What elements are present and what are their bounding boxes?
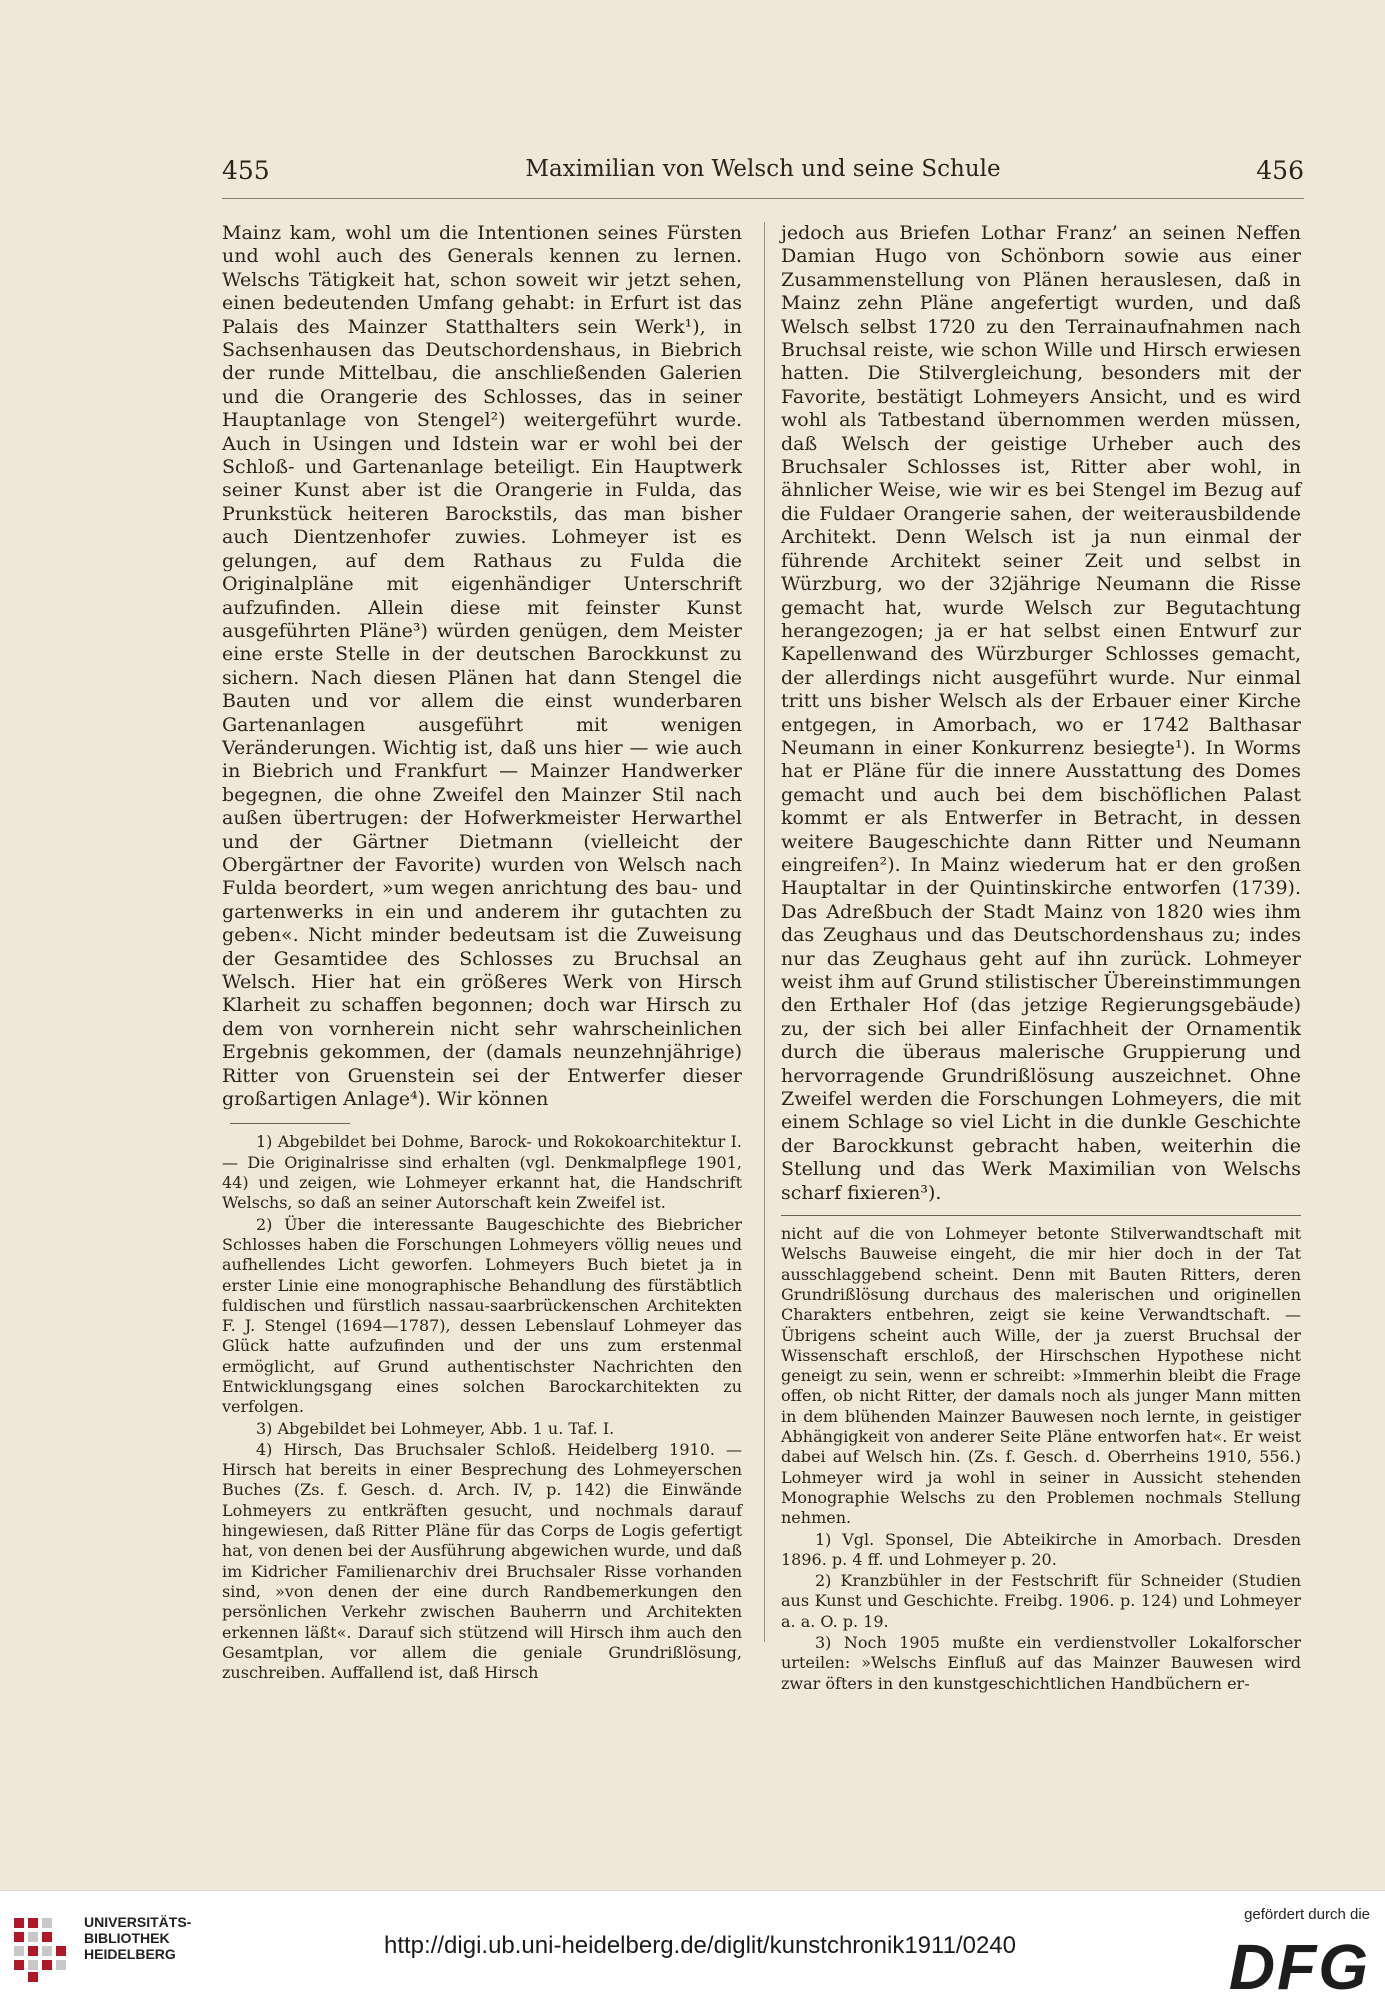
header-rule bbox=[222, 198, 1304, 199]
footnote: 3) Abgebildet bei Lohmeyer, Abb. 1 u. Taf. I. bbox=[256, 1418, 615, 1438]
page-number-right: 456 bbox=[1256, 156, 1304, 185]
footnote-continuation: nicht auf die von Lohmeyer betonte Stilverwandtschaft mit Welschs Bauweise eingeht, die mir hier doch in der Tat ausschlaggebend scheint. Denn mit Bauten Ritters, deren Grundrißlösung durchaus des malerischen und originellen Charakters entbehren, zeigt sie keine Verwandtschaft. — Übrigens scheint auch Wille, der ja zuerst Bruchsal der Wissenschaft erschloß, der Hirschschen Hypothese nicht geneigt zu sein, wenn er schreibt: »Immerhin bleibt die Frage offen, ob nicht Ritter, der damals noch als junger Mann mitten in dem blühenden Mainzer Bauwesen noch lernte, in geistiger Abhängigkeit von anderer Seite Pläne entworfen hat«. Er weist dabei auf Welsch hin. (Zs. f. Gesch. d. Oberrheins 1910, 556.) Lohmeyer wird ja wohl in seiner in Aussicht stehenden Monographie Welschs zu den Problemen nochmals Stellung nehmen. bbox=[781, 1224, 1301, 1528]
footnote: 1) Vgl. Sponsel, Die Abteikirche in Amorbach. Dresden 1896. p. 4 ff. und Lohmeyer p. 20. bbox=[781, 1529, 1301, 1569]
dfg-logo: DFG bbox=[1228, 1931, 1370, 2003]
left-column bbox=[222, 222, 742, 1683]
funded-by-text: gefördert durch die bbox=[1244, 1906, 1370, 1923]
page-number-left: 455 bbox=[222, 156, 270, 185]
footnote: 3) Noch 1905 mußte ein verdienstvoller Lokalforscher urteilen: »Welschs Einfluß auf das Mainzer Bauwesen wird zwar öfters in den kunstgeschichtlichen Handbüchern er- bbox=[781, 1633, 1301, 1693]
library-branding bbox=[10, 1904, 270, 1994]
footnote-rule bbox=[781, 1215, 1301, 1216]
left-main-text: Mainz kam, wohl um die Intentionen seines Fürsten und wohl auch des Generals kennen zu lernen. Welschs Tätigkeit hat, schon soweit wir jetzt sehen, einen bedeutenden Umfang gehabt: in Erfurt ist das Palais des Mainzer Statthalters sein Werk¹), in Sachsenhausen das Deutschordenshaus, in Biebrich der runde Mittelbau, die anschließenden Galerien und die Orangerie des Schlosses, das in seiner Hauptanlage von Stengel²) weitergeführt wurde. Auch in Usingen und Idstein war er wohl bei der Schloß- und Gartenanlage beteiligt. Ein Hauptwerk seiner Kunst aber ist die Orangerie in Fulda, das Prunkstück heiteren Barockstils, das man bisher auch Dientzenhofer zuwies. Lohmeyer ist es gelungen, auf dem Rathaus zu Fulda die Originalpläne mit eigenhändiger Unterschrift aufzufinden. Allein diese mit feinster Kunst ausgeführten Pläne³) würden genügen, dem Meister eine erste Stelle in der deutschen Barockkunst zu sichern. Nach diesen Plänen hat dann Stengel die Bauten und vor allem die einst wunderbaren Gartenanlagen ausgeführt mit wenigen Veränderungen. Wichtig ist, daß uns hier — wie auch in Biebrich und Frankfurt — Mainzer Handwerker begegnen, die ohne Zweifel den Mainzer Stil nach außen übertrugen: der Hofwerkmeister Herwarthel und der Gärtner Dietmann (vielleicht der Obergärtner der Favorite) wurden von Welsch nach Fulda beordert, »um wegen anrichtung des bau- und gartenwerks in ein und anderem ihr gutachten zu geben«. Nicht minder bedeutsam ist die Zuweisung der Gesamtidee des Schlosses zu Bruchsal an Welsch. Hier hat ein größeres Werk von Hirsch Klarheit zu schaffen begonnen; doch war Hirsch zu dem von vornherein nicht sehr wahrscheinlichen Ergebnis gekommen, der (damals neunzehnjährige) Ritter von Gruenstein sei der Entwerfer dieser großartigen Anlage⁴). Wir können bbox=[222, 222, 742, 1111]
source-url-link[interactable]: http://digi.ub.uni-heidelberg.de/diglit/kunstchronik1911/0240 bbox=[384, 1932, 1016, 1959]
right-column bbox=[781, 222, 1301, 1694]
column-divider bbox=[764, 222, 765, 1642]
footnote-rule bbox=[230, 1123, 350, 1124]
footnote: 2) Kranzbühler in der Festschrift für Schneider (Studien aus Kunst und Geschichte. Freibg. 1906. p. 124) und Lohmeyer a. a. O. p. 19. bbox=[781, 1571, 1301, 1631]
right-main-text: jedoch aus Briefen Lothar Franz’ an seinen Neffen Damian Hugo von Schönborn sowie aus einer Zusammenstellung von Plänen herauslesen, daß in Mainz zehn Pläne angefertigt wurden, und daß Welsch selbst 1720 zu den Terrainaufnahmen nach Bruchsal reiste, wie schon Wille und Hirsch erwiesen hatten. Die Stilvergleichung, besonders mit der Favorite, bestätigt Lohmeyers Ansicht, und es wird wohl als Tatbestand übernommen werden müssen, daß Welsch der geistige Urheber auch des Bruchsaler Schlosses ist, Ritter aber wohl, in ähnlicher Weise, wie wir es bei Stengel im Bezug auf die Fuldaer Orangerie sahen, der weiterausbildende Architekt. Denn Welsch ist ja nun einmal der führende Architekt seiner Zeit und selbst in Würzburg, wo der 32jährige Neumann die Risse gemacht hat, wurde Welsch zur Begutachtung herangezogen; ja er hat selbst einen Entwurf zur Kapellenwand des Würzburger Schlosses gemacht, der allerdings nicht ausgeführt wurde. Nur einmal tritt uns bisher Welsch als der Erbauer einer Kirche entgegen, in Amorbach, wo er 1742 Balthasar Neumann in einer Konkurrenz besiegte¹). In Worms hat er Pläne für die innere Ausstattung des Domes gemacht und auch bei dem bischöflichen Palast kommt er als Entwerfer in Betracht, in dessen weitere Baugeschichte dann Ritter und Neumann eingreifen²). In Mainz wiederum hat er den großen Hauptaltar in der Quintinskirche entworfen (1739). Das Adreßbuch der Stadt Mainz von 1820 wies ihm das Zeughaus und das Deutschordenshaus zu; indes nur das Zeughaus geht auf ihn zurück. Lohmeyer weist ihm auf Grund stilistischer Übereinstimmungen den Erthaler Hof (das jetzige Regierungsgebäude) zu, der sich bei aller Einfachheit der Ornamentik durch die überaus malerische Gruppierung und hervorragende Grundrißlösung auszeichnet. Ohne Zweifel werden die Forschungen Lohmeyers, die mit einem Schlage so viel Licht in die dunkle Geschichte der Barockkunst gebracht haben, weiterhin die Stellung und das Werk Maximilian von Welschs scharf fixieren³). bbox=[781, 222, 1301, 1204]
library-name: UNIVERSITÄTS- BIBLIOTHEK HEIDELBERG bbox=[84, 1914, 192, 1962]
page-header bbox=[222, 152, 1304, 192]
footnote: 4) Hirsch, Das Bruchsaler Schloß. Heidelberg 1910. — Hirsch hat bereits in einer Besprechung des Lohmeyerschen Buches (Zs. f. Gesch. d. Arch. IV, p. 142) die Einwände Lohmeyers zu entkräften gesucht, und nochmals darauf hingewiesen, daß Ritter Pläne für das Corps de Logis gefertigt hat, von denen bei der Ausführung abgewichen wurde, und daß im Kidricher Familienarchiv drei Bruchsaler Risse vorhanden sind, »von denen der eine durch Randbemerkungen den persönlichen Verkehr zwischen Bauherrn und Architekten erkennen läßt«. Darauf sich stützend will Hirsch ihm auch den Gesamtplan, vor allem die geniale Grundrißlösung, zuschreiben. Auffallend ist, daß Hirsch bbox=[222, 1439, 742, 1683]
university-library-logo-icon bbox=[10, 1912, 74, 1984]
footer-rule bbox=[0, 1890, 1385, 1891]
footnote: 1) Abgebildet bei Dohme, Barock- und Rokokoarchitektur I. — Die Originalrisse sind erhalten (vgl. Denkmalpflege 1901, 44) und zeigen, wie Lohmeyer erkannt hat, die Handschrift Welschs, so daß an seiner Autorschaft kein Zweifel ist. bbox=[222, 1132, 742, 1213]
funding-branding bbox=[1200, 1900, 1370, 2003]
footnote: 2) Über die interessante Baugeschichte des Biebricher Schlosses haben die Forschungen Lohmeyers völlig neues und aufhellendes Licht geworfen. Lohmeyers Buch bietet ja in erster Linie eine monographische Behandlung des fürstäbtlich fuldischen und fürstlich nassau-saarbrückenschen Architekten F. J. Stengel (1694—1787), dessen Lebenslauf Lohmeyer das Glück hatte aufzufinden und der uns zum erstenmal ermöglicht, auf Grund authentischster Nachrichten den Entwicklungsgang eines solchen Barockarchitekten zu verfolgen. bbox=[222, 1214, 742, 1417]
running-title: Maximilian von Welsch und seine Schule bbox=[525, 156, 1001, 182]
